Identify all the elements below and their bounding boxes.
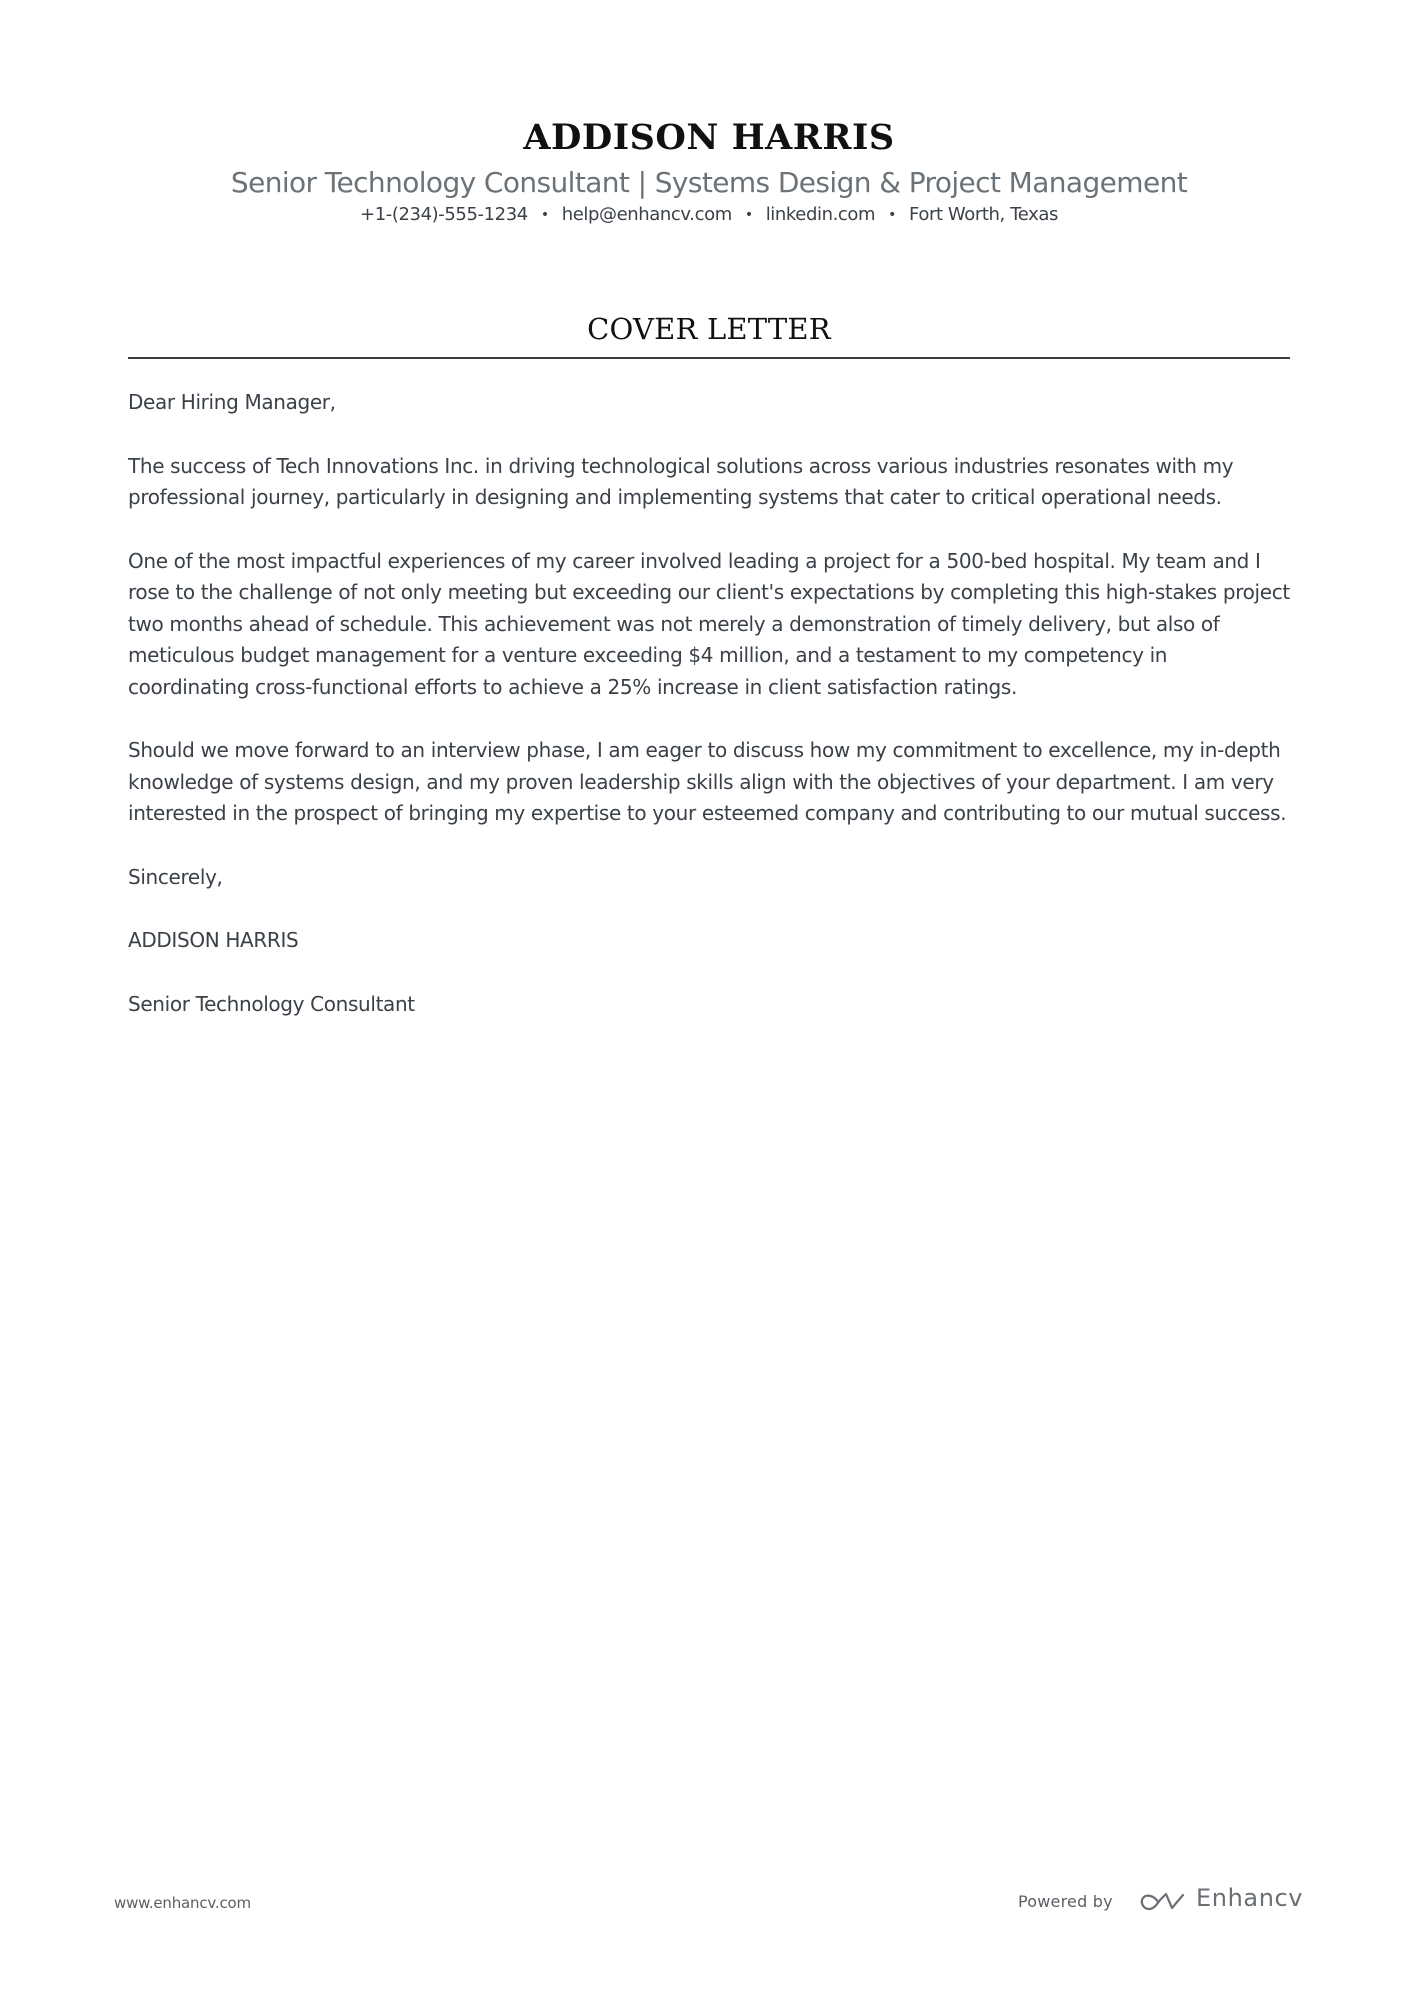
letter-header (128, 112, 1290, 227)
contact-linkedin: linkedin.com (765, 204, 876, 225)
signature-name: ADDISON HARRIS (128, 928, 299, 952)
contact-separator: • (540, 207, 549, 223)
letter-greeting: Dear Hiring Manager, (128, 390, 336, 414)
powered-by-label: Powered by (1018, 1892, 1113, 1911)
letter-body (128, 387, 1290, 1052)
contact-location: Fort Worth, Texas (909, 204, 1058, 225)
footer-website-link[interactable]: www.enhancv.com (114, 1894, 251, 1912)
section-title: COVER LETTER (587, 312, 831, 346)
letter-paragraph: One of the most impactful experiences of my career involved leading a project for a 500-bed hospital. My team and I rose to the challenge of not only meeting but exceeding our client's expectations by completing this high-stakes project two months ahead of schedule. This achievement was not merely a demonstration of timely delivery, but also of meticulous budget management for a venture exceeding $4 million, and a testament to my competency in coordinating cross-functional efforts to achieve a 25% increase in client satisfaction ratings. (128, 548, 1290, 699)
letter-closing: Sincerely, (128, 864, 223, 889)
signature-title: Senior Technology Consultant (128, 991, 415, 1016)
contact-phone: +1-(234)-555-1234 (360, 204, 528, 225)
candidate-name: ADDISON HARRIS (523, 117, 895, 158)
letter-paragraph: The success of Tech Innovations Inc. in driving technological solutions across various industries resonates with my professional journey, particularly in designing and implementing systems that cater to critical operational needs. (128, 453, 1234, 509)
candidate-headline: Senior Technology Consultant | Systems Design & Project Management (230, 166, 1188, 199)
contact-separator: • (888, 207, 897, 223)
enhancv-logo-icon (1138, 1890, 1186, 1914)
contact-info (128, 203, 1290, 227)
contact-email: help@enhancv.com (561, 204, 732, 225)
contact-separator: • (744, 207, 753, 223)
section-divider (128, 357, 1290, 359)
letter-paragraph: Should we move forward to an interview phase, I am eager to discuss how my commitment to excellence, my in-depth knowledge of systems design, and my proven leadership skills align with the objectives of your department. I am very interested in the prospect of bringing my expertise to your esteemed company and contributing to our mutual success. (128, 738, 1287, 825)
brand-name: Enhancv (1196, 1884, 1304, 1912)
